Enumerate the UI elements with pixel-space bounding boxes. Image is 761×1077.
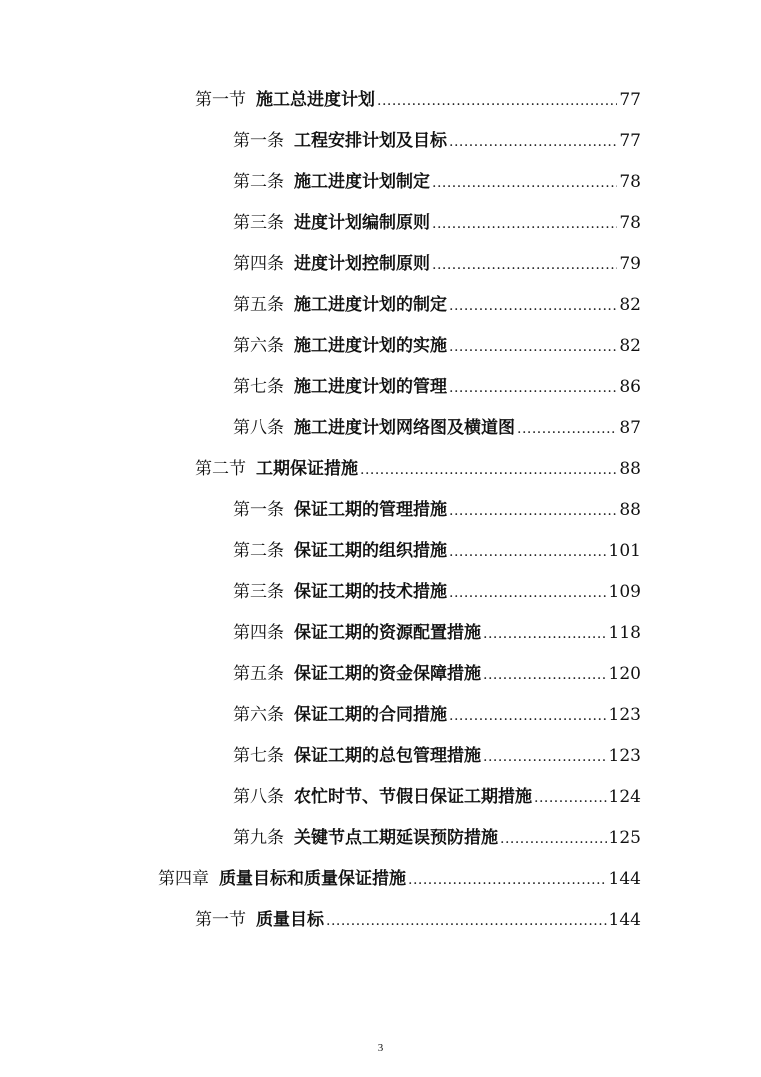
toc-entry[interactable] xyxy=(233,539,641,563)
toc-entry[interactable] xyxy=(233,293,641,317)
toc-entry[interactable] xyxy=(233,252,641,276)
toc-leader-dots xyxy=(500,827,607,851)
toc-entry-title: 保证工期的总包管理措施 xyxy=(294,746,481,766)
toc-entry-page: 86 xyxy=(619,377,641,397)
toc-entry-page: 144 xyxy=(608,910,641,930)
toc-entry-page: 82 xyxy=(619,295,641,315)
toc-entry[interactable] xyxy=(233,703,641,727)
toc-entry-number: 第四条 xyxy=(233,623,284,643)
toc-leader-dots xyxy=(449,499,617,523)
toc-entry-page: 88 xyxy=(619,500,641,520)
toc-entry-title: 施工进度计划的管理 xyxy=(294,377,447,397)
toc-entry[interactable] xyxy=(233,662,641,686)
toc-entry-number: 第二条 xyxy=(233,172,284,192)
toc-leader-dots xyxy=(483,663,607,687)
toc-entry-page: 78 xyxy=(619,213,641,233)
toc-entry-title: 进度计划控制原则 xyxy=(294,254,430,274)
toc-entry-page: 88 xyxy=(619,459,641,479)
toc-entry-title: 施工进度计划的实施 xyxy=(294,336,447,356)
toc-entry-title: 保证工期的合同措施 xyxy=(294,705,447,725)
toc-entry-title: 关键节点工期延误预防措施 xyxy=(294,828,498,848)
toc-leader-dots xyxy=(449,335,617,359)
toc-entry-number: 第一节 xyxy=(195,910,246,930)
toc-entry-page: 144 xyxy=(608,869,641,889)
page-number: 3 xyxy=(377,1042,384,1054)
toc-entry-page: 125 xyxy=(608,828,641,848)
toc-entry[interactable] xyxy=(195,88,641,112)
toc-entry-title: 保证工期的技术措施 xyxy=(294,582,447,602)
toc-entry[interactable] xyxy=(233,334,641,358)
toc-entry-page: 123 xyxy=(608,705,641,725)
toc-entry-number: 第八条 xyxy=(233,418,284,438)
toc-entry-number: 第三条 xyxy=(233,582,284,602)
toc-entry-page: 79 xyxy=(619,254,641,274)
toc-entry-number: 第一条 xyxy=(233,131,284,151)
toc-leader-dots xyxy=(432,171,617,195)
toc-entry-page: 87 xyxy=(619,418,641,438)
toc-entry-page: 78 xyxy=(619,172,641,192)
toc-entry-title: 农忙时节、节假日保证工期措施 xyxy=(294,787,532,807)
toc-entry-title: 质量目标和质量保证措施 xyxy=(219,869,406,889)
toc-entry-title: 保证工期的管理措施 xyxy=(294,500,447,520)
toc-entry-title: 施工进度计划制定 xyxy=(294,172,430,192)
toc-entry[interactable] xyxy=(233,211,641,235)
toc-leader-dots xyxy=(517,417,617,441)
toc-entry-number: 第一条 xyxy=(233,500,284,520)
toc-entry-page: 118 xyxy=(608,623,641,643)
toc-entry-number: 第六条 xyxy=(233,705,284,725)
toc-entry-title: 施工进度计划的制定 xyxy=(294,295,447,315)
toc-entry-number: 第八条 xyxy=(233,787,284,807)
toc-leader-dots xyxy=(432,253,617,277)
toc-entry-number: 第三条 xyxy=(233,213,284,233)
toc-entry[interactable] xyxy=(233,785,641,809)
toc-entry-page: 120 xyxy=(608,664,641,684)
toc-entry-page: 124 xyxy=(608,787,641,807)
toc-entry-title: 保证工期的资金保障措施 xyxy=(294,664,481,684)
toc-entry-page: 77 xyxy=(619,131,641,151)
toc-entry-number: 第五条 xyxy=(233,664,284,684)
toc-entry-title: 施工进度计划网络图及横道图 xyxy=(294,418,515,438)
toc-entry[interactable] xyxy=(195,457,641,481)
toc-entry-title: 工期保证措施 xyxy=(256,459,358,479)
toc-leader-dots xyxy=(449,376,617,400)
toc-entry-page: 109 xyxy=(608,582,641,602)
toc-leader-dots xyxy=(377,89,617,113)
toc-entry-title: 质量目标 xyxy=(256,910,324,930)
toc-leader-dots xyxy=(483,622,607,646)
toc-entry-number: 第二条 xyxy=(233,541,284,561)
toc-entry[interactable] xyxy=(233,416,641,440)
toc-entry-number: 第四条 xyxy=(233,254,284,274)
toc-leader-dots xyxy=(449,294,617,318)
toc-entry-number: 第五条 xyxy=(233,295,284,315)
toc-entry[interactable] xyxy=(158,867,641,891)
toc-leader-dots xyxy=(408,868,607,892)
toc-entry-number: 第一节 xyxy=(195,90,246,110)
toc-entry-title: 施工总进度计划 xyxy=(256,90,375,110)
toc-entry-page: 82 xyxy=(619,336,641,356)
toc-leader-dots xyxy=(360,458,617,482)
toc-leader-dots xyxy=(326,909,607,933)
toc-entry-number: 第七条 xyxy=(233,746,284,766)
toc-leader-dots xyxy=(449,581,607,605)
toc-entry-page: 101 xyxy=(608,541,641,561)
toc-leader-dots xyxy=(432,212,617,236)
toc-entry[interactable] xyxy=(233,621,641,645)
toc-entry[interactable] xyxy=(233,498,641,522)
toc-entry[interactable] xyxy=(195,908,641,932)
toc-entry-number: 第九条 xyxy=(233,828,284,848)
toc-leader-dots xyxy=(483,745,607,769)
toc-entry-number: 第七条 xyxy=(233,377,284,397)
toc-leader-dots xyxy=(534,786,607,810)
toc-entry-title: 保证工期的组织措施 xyxy=(294,541,447,561)
toc-leader-dots xyxy=(449,130,617,154)
toc-entry[interactable] xyxy=(233,375,641,399)
toc-entry[interactable] xyxy=(233,170,641,194)
toc-entry[interactable] xyxy=(233,744,641,768)
toc-entry-title: 进度计划编制原则 xyxy=(294,213,430,233)
toc-entry-page: 77 xyxy=(619,90,641,110)
toc-entry[interactable] xyxy=(233,580,641,604)
toc-entry-number: 第四章 xyxy=(158,869,209,889)
toc-leader-dots xyxy=(449,540,607,564)
toc-entry-number: 第六条 xyxy=(233,336,284,356)
toc-entry[interactable] xyxy=(233,826,641,850)
toc-entry-title: 保证工期的资源配置措施 xyxy=(294,623,481,643)
toc-leader-dots xyxy=(449,704,607,728)
toc-entry-page: 123 xyxy=(608,746,641,766)
toc-entry-number: 第二节 xyxy=(195,459,246,479)
toc-entry[interactable] xyxy=(233,129,641,153)
toc-entry-title: 工程安排计划及目标 xyxy=(294,131,447,151)
